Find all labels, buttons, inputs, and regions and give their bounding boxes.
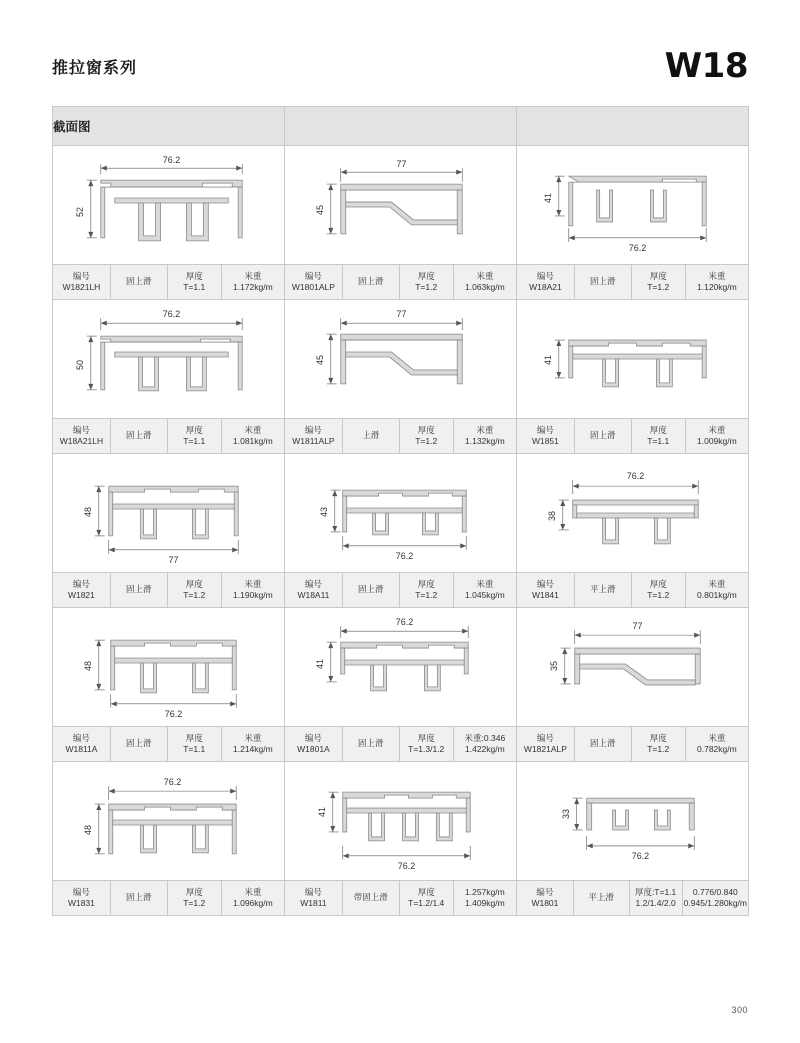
spec-thickness: 厚度 T=1.1 — [632, 419, 686, 453]
spec-name: 固上滑 — [343, 573, 400, 607]
dim-height-label: 41 — [316, 807, 327, 818]
spec-code: 编号 W1811A — [53, 727, 111, 761]
spec-code: 编号 W18A21LH — [53, 419, 111, 453]
spec-name: 平上滑 — [575, 573, 632, 607]
spec-thickness: 厚度 T=1.2/1.4 — [400, 881, 454, 915]
spec-weight: 米重 0.782kg/m — [697, 732, 737, 754]
spec-thickness: 厚度:T=1.1 1.2/1.4/2.0 — [630, 881, 683, 915]
dim-width-label: 77 — [396, 309, 407, 320]
spec-name: 固上滑 — [111, 265, 168, 299]
figure-cell — [517, 300, 749, 419]
dim-height-label: 48 — [82, 824, 93, 835]
spec-cell — [517, 265, 749, 300]
section-title: 截面图 — [53, 107, 285, 146]
spec-row-2 — [53, 419, 749, 454]
dim-height-label: 35 — [548, 661, 559, 671]
spec-name: 带固上滑 — [343, 881, 400, 915]
spec-weight: 米重 1.132kg/m — [465, 424, 505, 446]
spec-name: 上滑 — [343, 419, 400, 453]
page-number: 300 — [731, 1005, 748, 1015]
figure-cell — [517, 454, 749, 573]
spec-thickness: 厚度 T=1.2 — [632, 727, 686, 761]
spec-name: 固上滑 — [575, 419, 632, 453]
profile-drawing — [285, 454, 516, 572]
dim-width-label: 77 — [396, 159, 407, 170]
figure-cell — [53, 454, 285, 573]
spec-thickness: 厚度 T=1.2 — [168, 881, 222, 915]
spec-code: 编号 W1831 — [53, 881, 111, 915]
dim-height-label: 38 — [546, 511, 557, 521]
spec-code: 编号 W1801ALP — [285, 265, 343, 299]
dim-height-label: 33 — [560, 809, 571, 820]
spec-weight: 米重 1.063kg/m — [465, 270, 505, 292]
spec-row-3 — [53, 573, 749, 608]
spec-code: 编号 W18A21 — [517, 265, 575, 299]
dim-width-label: 76.2 — [395, 617, 414, 628]
spec-code: 编号 W1801A — [285, 727, 343, 761]
profile-drawing — [53, 146, 284, 264]
spec-cell — [53, 573, 285, 608]
page-title: 推拉窗系列 — [52, 59, 138, 77]
profile-drawing — [53, 608, 284, 726]
spec-cell — [53, 265, 285, 300]
dim-width-label: 76.2 — [162, 155, 181, 166]
figure-row-5 — [53, 762, 749, 881]
spec-code: 编号 W1811 — [285, 881, 343, 915]
table-title-row — [53, 107, 749, 146]
spec-name: 固上滑 — [111, 727, 168, 761]
series-code: W18 — [664, 46, 748, 86]
spec-weight: 米重:0.346 1.422kg/m — [464, 732, 506, 754]
spec-name: 固上滑 — [343, 727, 400, 761]
spec-code: 编号 W18A11 — [285, 573, 343, 607]
spec-thickness: 厚度 T=1.3/1.2 — [400, 727, 454, 761]
spec-row-5 — [53, 881, 749, 916]
dim-width-label: 76.2 — [631, 850, 650, 861]
spec-cell — [285, 265, 517, 300]
spec-row-1 — [53, 265, 749, 300]
dim-height-label: 43 — [318, 507, 329, 517]
profile-table-wrapper — [52, 106, 748, 916]
profile-table — [52, 106, 749, 916]
spec-cell — [285, 881, 517, 916]
spec-code: 编号 W1821ALP — [517, 727, 575, 761]
section-title-blank-2 — [517, 107, 749, 146]
figure-cell — [517, 608, 749, 727]
dim-height-label: 48 — [82, 507, 93, 517]
dim-width-label: 76.2 — [397, 860, 416, 871]
spec-thickness: 厚度 T=1.2 — [400, 419, 454, 453]
spec-cell — [53, 419, 285, 454]
spec-thickness: 厚度 T=1.2 — [168, 573, 222, 607]
figure-cell — [285, 454, 517, 573]
spec-weight: 米重 1.214kg/m — [233, 732, 273, 754]
spec-thickness: 厚度 T=1.2 — [632, 265, 686, 299]
dim-width-label: 77 — [168, 554, 179, 565]
spec-cell — [517, 419, 749, 454]
spec-weight: 1.257kg/m 1.409kg/m — [465, 886, 505, 908]
spec-thickness: 厚度 T=1.2 — [400, 573, 454, 607]
spec-name: 固上滑 — [111, 419, 168, 453]
profile-drawing — [53, 300, 284, 418]
spec-thickness: 厚度 T=1.1 — [168, 727, 222, 761]
figure-row-3 — [53, 454, 749, 573]
figure-cell — [285, 608, 517, 727]
figure-cell — [285, 762, 517, 881]
figure-row-2 — [53, 300, 749, 419]
profile-drawing — [517, 608, 748, 726]
spec-cell — [285, 727, 517, 762]
section-title-blank-1 — [285, 107, 517, 146]
dim-width-label: 76.2 — [164, 708, 183, 719]
dim-height-label: 48 — [82, 661, 93, 671]
figure-cell — [53, 300, 285, 419]
spec-thickness: 厚度 T=1.1 — [168, 265, 222, 299]
profile-drawing — [517, 762, 748, 880]
figure-row-1 — [53, 146, 749, 265]
spec-cell — [53, 727, 285, 762]
profile-drawing — [285, 608, 516, 726]
spec-code: 编号 W1811ALP — [285, 419, 343, 453]
spec-name: 固上滑 — [111, 881, 168, 915]
dim-height-label: 41 — [314, 659, 325, 669]
spec-cell — [517, 727, 749, 762]
dim-height-label: 45 — [314, 355, 325, 365]
spec-code: 编号 W1801 — [517, 881, 574, 915]
spec-code: 编号 W1821LH — [53, 265, 111, 299]
spec-weight: 米重 1.096kg/m — [233, 886, 273, 908]
profile-drawing — [517, 454, 748, 572]
spec-thickness: 厚度 T=1.1 — [168, 419, 222, 453]
spec-cell — [517, 573, 749, 608]
profile-drawing — [517, 300, 748, 418]
figure-cell — [285, 300, 517, 419]
figure-cell — [53, 608, 285, 727]
spec-cell — [285, 419, 517, 454]
spec-code: 编号 W1851 — [517, 419, 575, 453]
dim-height-label: 45 — [314, 204, 325, 215]
spec-name: 固上滑 — [575, 727, 632, 761]
dim-height-label: 41 — [542, 355, 553, 365]
profile-drawing — [53, 454, 284, 572]
dim-width-label: 76.2 — [395, 550, 414, 561]
figure-cell — [53, 146, 285, 265]
spec-thickness: 厚度 T=1.2 — [400, 265, 454, 299]
spec-name: 平上滑 — [574, 881, 630, 915]
dim-width-label: 77 — [632, 621, 643, 632]
spec-weight: 0.776/0.840 0.945/1.280kg/m — [683, 886, 747, 908]
spec-cell — [53, 881, 285, 916]
spec-name: 固上滑 — [343, 265, 400, 299]
dim-width-label: 76.2 — [163, 777, 182, 788]
figure-cell — [285, 146, 517, 265]
figure-cell — [517, 762, 749, 881]
spec-weight: 米重 1.009kg/m — [697, 424, 737, 446]
spec-row-4 — [53, 727, 749, 762]
spec-name: 固上滑 — [111, 573, 168, 607]
spec-weight: 米重 1.190kg/m — [233, 578, 273, 600]
figure-cell — [53, 762, 285, 881]
dim-height-label: 41 — [542, 193, 553, 204]
figure-cell — [517, 146, 749, 265]
spec-cell — [285, 573, 517, 608]
spec-cell — [517, 881, 749, 916]
spec-weight: 米重 1.045kg/m — [465, 578, 505, 600]
spec-code: 编号 W1821 — [53, 573, 111, 607]
dim-width-label: 76.2 — [626, 471, 645, 482]
profile-drawing — [285, 146, 516, 264]
spec-weight: 米重 1.172kg/m — [233, 270, 273, 292]
spec-weight: 米重 0.801kg/m — [697, 578, 737, 600]
spec-code: 编号 W1841 — [517, 573, 575, 607]
profile-drawing — [517, 146, 748, 264]
profile-drawing — [53, 762, 284, 880]
page-header — [0, 40, 800, 92]
dim-width-label: 76.2 — [628, 242, 647, 253]
dim-width-label: 76.2 — [162, 309, 181, 320]
spec-thickness: 厚度 T=1.2 — [632, 573, 686, 607]
spec-weight: 米重 1.081kg/m — [233, 424, 273, 446]
dim-height-label: 50 — [74, 359, 85, 370]
dim-height-label: 52 — [74, 206, 85, 217]
profile-drawing — [285, 762, 516, 880]
figure-row-4 — [53, 608, 749, 727]
profile-drawing — [285, 300, 516, 418]
spec-name: 固上滑 — [575, 265, 632, 299]
spec-weight: 米重 1.120kg/m — [697, 270, 737, 292]
